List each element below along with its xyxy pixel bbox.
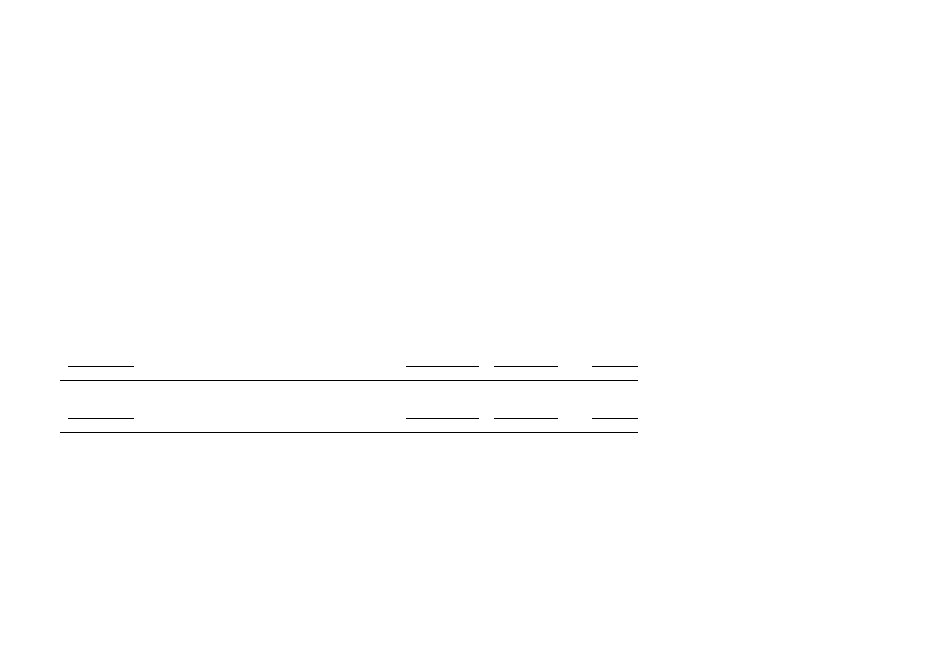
divider	[60, 432, 638, 433]
divider	[406, 366, 479, 367]
divider	[494, 366, 558, 367]
divider	[68, 418, 134, 419]
divider	[592, 418, 638, 419]
divider	[60, 380, 638, 381]
divider	[68, 366, 134, 367]
divider	[592, 366, 638, 367]
divider	[406, 418, 479, 419]
divider	[494, 418, 558, 419]
